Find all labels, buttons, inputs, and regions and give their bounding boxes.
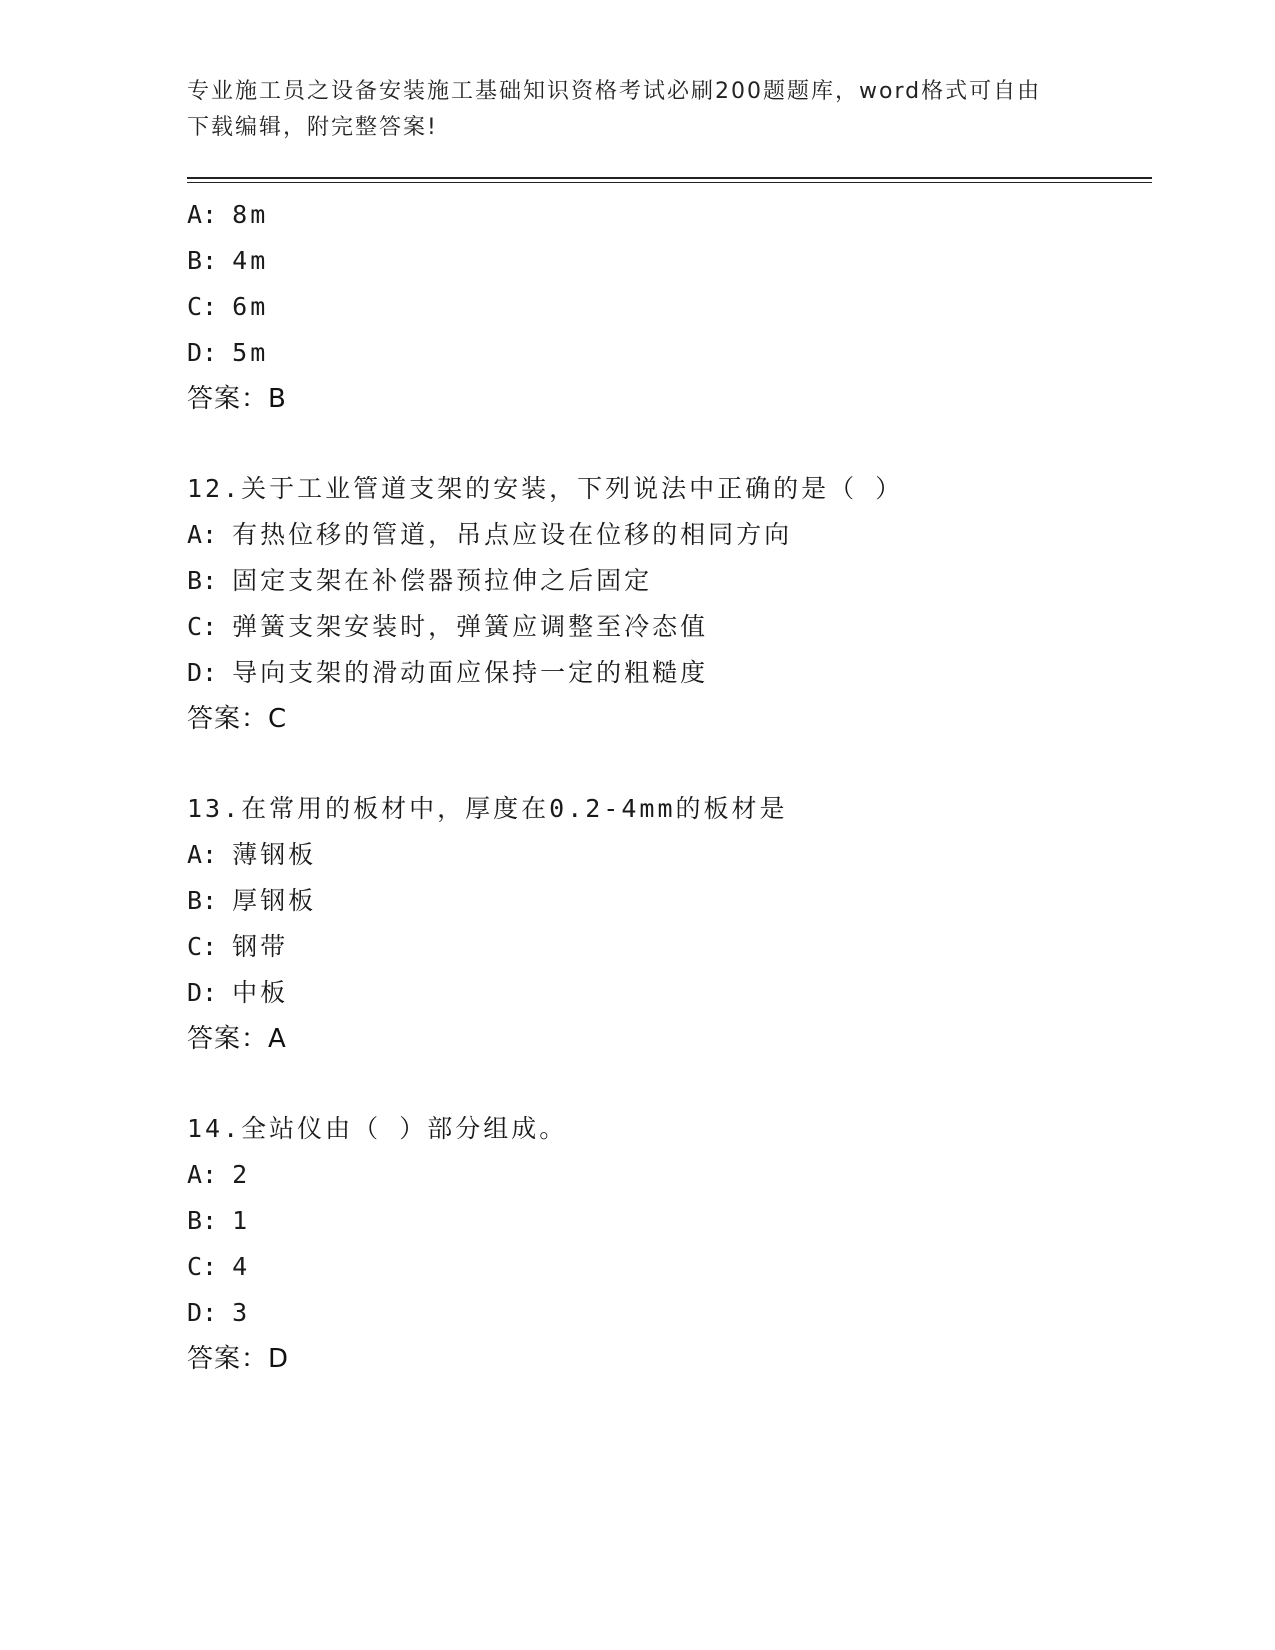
- question-stem: 14.全站仪由（ ）部分组成。: [187, 1114, 568, 1143]
- question-12: [187, 466, 1147, 742]
- answer-line: 答案：B: [187, 384, 287, 414]
- header-divider-thin: [187, 182, 1152, 183]
- option-d: D: 5m: [187, 338, 269, 367]
- answer-line: 答案：A: [187, 1024, 287, 1054]
- question-13: [187, 786, 1147, 1062]
- header-title-line-2: 下载编辑，附完整答案!: [187, 115, 438, 140]
- option-b: B: 厚钢板: [187, 886, 317, 915]
- option-c: C: 6m: [187, 292, 269, 321]
- option-a: A: 有热位移的管道，吊点应设在位移的相同方向: [187, 520, 793, 549]
- option-d: D: 导向支架的滑动面应保持一定的粗糙度: [187, 658, 709, 687]
- question-14: [187, 1106, 1147, 1382]
- option-b: B: 固定支架在补偿器预拉伸之后固定: [187, 566, 653, 595]
- answer-line: 答案：D: [187, 1344, 290, 1374]
- option-a: A: 8m: [187, 200, 269, 229]
- header-divider-thick: [187, 177, 1152, 179]
- option-b: B: 1: [187, 1206, 251, 1235]
- option-d: D: 中板: [187, 978, 289, 1007]
- option-c: C: 4: [187, 1252, 251, 1281]
- option-d: D: 3: [187, 1298, 251, 1327]
- option-a: A: 薄钢板: [187, 840, 317, 869]
- question-list: [187, 192, 1147, 1382]
- answer-line: 答案：C: [187, 704, 288, 734]
- document-header: [187, 74, 1087, 146]
- option-c: C: 弹簧支架安装时，弹簧应调整至冷态值: [187, 612, 709, 641]
- question-stem: 12.关于工业管道支架的安装，下列说法中正确的是（ ）: [187, 474, 904, 503]
- option-c: C: 钢带: [187, 932, 289, 961]
- question-11-tail: [187, 192, 1147, 422]
- option-a: A: 2: [187, 1160, 251, 1189]
- question-stem: 13.在常用的板材中，厚度在0.2-4mm的板材是: [187, 794, 788, 823]
- option-b: B: 4m: [187, 246, 269, 275]
- header-title-line-1: 专业施工员之设备安装施工基础知识资格考试必刷200题题库，word格式可自由: [187, 79, 1042, 104]
